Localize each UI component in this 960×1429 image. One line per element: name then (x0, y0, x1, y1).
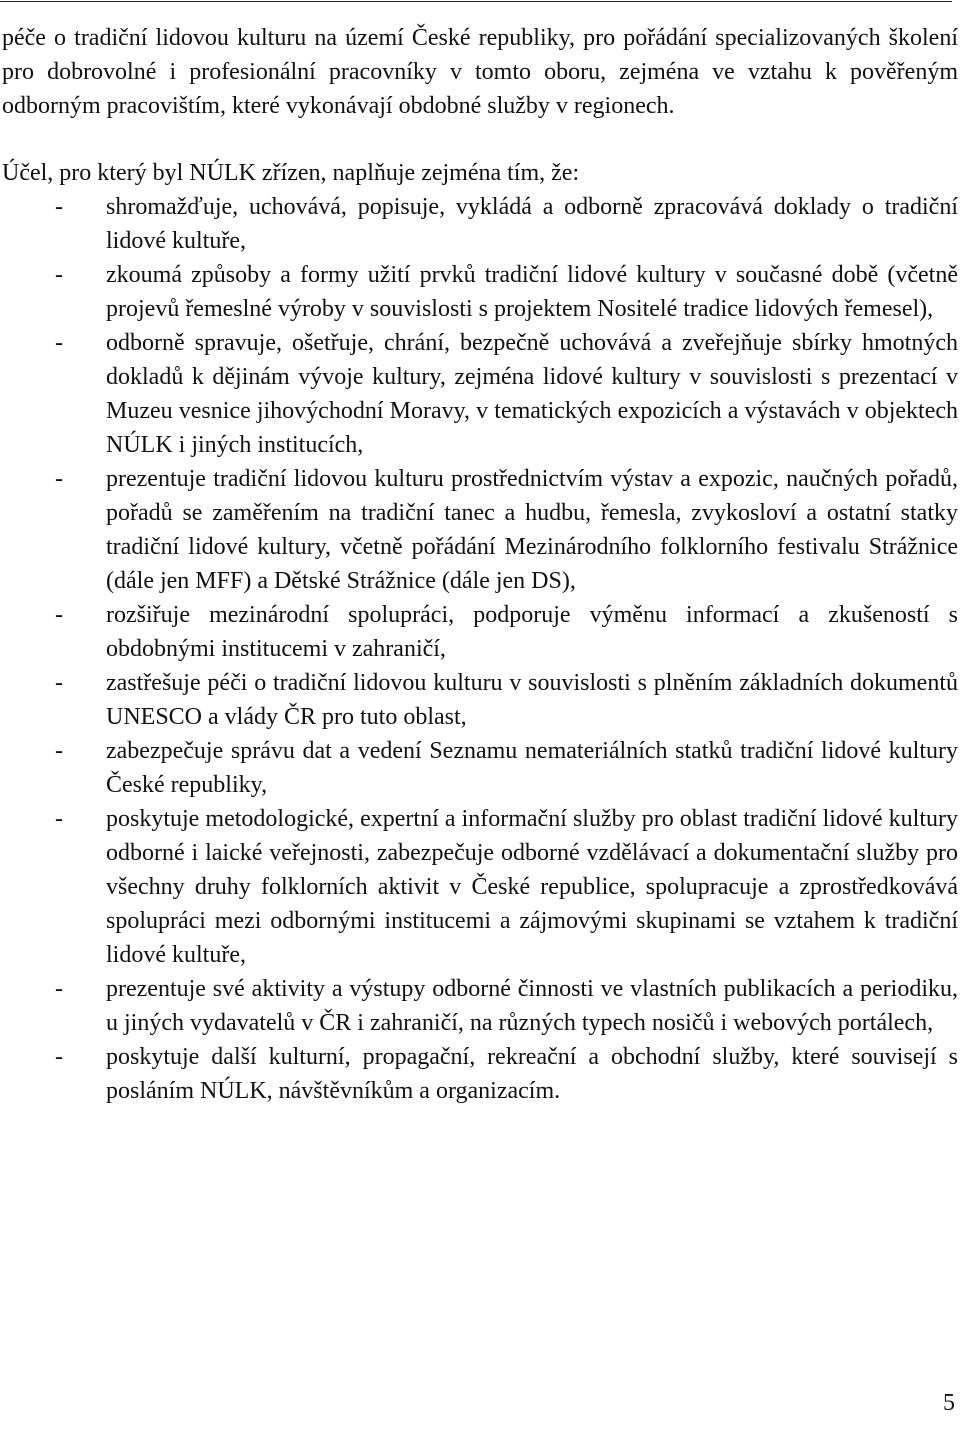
list-item-text: shromažďuje, uchovává, popisuje, vykládá a odborně zpracovává doklady o tradiční lidové kultuře, (106, 194, 958, 254)
top-rule (0, 1, 952, 2)
intro-paragraph: péče o tradiční lidovou kulturu na území České republiky, pro pořádání specializovaných školení pro dobrovolné i profesionální pracovníky v tomto oboru, zejména ve vztahu k pověřeným odborným pracovištím, které vykonávají obdobné služby v regionech. (2, 25, 958, 119)
list-item (2, 326, 958, 462)
list-item-text: prezentuje své aktivity a výstupy odborné činnosti ve vlastních publikacích a periodiku, u jiných vydavatelů v ČR i zahraničí, na různých typech nosičů i webových portálech, (106, 976, 958, 1036)
purpose-lead: Účel, pro který byl NÚLK zřízen, naplňuje zejména tím, že: (2, 160, 580, 186)
list-item-text: rozšiřuje mezinárodní spolupráci, podporuje výměnu informací a zkušeností s obdobnými institucemi v zahraničí, (106, 602, 958, 662)
list-item (2, 734, 958, 802)
bullet-dash: - (55, 976, 63, 1002)
list-item (2, 802, 958, 972)
bullet-dash: - (55, 806, 63, 832)
list-item (2, 258, 958, 326)
list-item (2, 190, 958, 258)
bullet-dash: - (55, 738, 63, 764)
list-item-text: zabezpečuje správu dat a vedení Seznamu nemateriálních statků tradiční lidové kultury České republiky, (106, 738, 958, 798)
list-item (2, 598, 958, 666)
list-item-text: odborně spravuje, ošetřuje, chrání, bezpečně uchovává a zveřejňuje sbírky hmotných dokladů k dějinám vývoje kultury, zejména lidové kultury v souvislosti s prezentací v Muzeu vesnice jihovýchodní Moravy, v tematických expozicích a výstavách v objektech NÚLK i jiných institucích, (106, 330, 958, 458)
bullet-dash: - (55, 330, 63, 356)
list-item-text: prezentuje tradiční lidovou kulturu prostřednictvím výstav a expozic, naučných pořadů, pořadů se zaměřením na tradiční tanec a hudbu, řemesla, zvykosloví a ostatní statky tradiční lidové kultury, včetně pořádání Mezinárodního folklorního festivalu Strážnice (dále jen MFF) a Dětské Strážnice (dále jen DS), (106, 466, 958, 594)
document-page (2, 21, 958, 1108)
list-item-text: poskytuje další kulturní, propagační, rekreační a obchodní služby, které souvisejí s posláním NÚLK, návštěvníkům a organizacím. (106, 1044, 958, 1104)
page-number: 5 (943, 1390, 955, 1416)
bullet-dash: - (55, 602, 63, 628)
list-item (2, 972, 958, 1040)
bullet-dash: - (55, 670, 63, 696)
list-item (2, 666, 958, 734)
bullet-dash: - (55, 194, 63, 220)
list-item-text: zastřešuje péči o tradiční lidovou kulturu v souvislosti s plněním základních dokumentů UNESCO a vlády ČR pro tuto oblast, (106, 670, 958, 730)
bullet-dash: - (55, 1044, 63, 1070)
list-item-text: zkoumá způsoby a formy užití prvků tradiční lidové kultury v současné době (včetně projevů řemeslné výroby v souvislosti s projektem Nositelé tradice lidových řemesel), (106, 262, 958, 322)
bullet-dash: - (55, 262, 63, 288)
bullet-dash: - (55, 466, 63, 492)
purpose-list (2, 190, 958, 1108)
list-item (2, 462, 958, 598)
list-item (2, 1040, 958, 1108)
list-item-text: poskytuje metodologické, expertní a informační služby pro oblast tradiční lidové kultury odborné i laické veřejnosti, zabezpečuje odborné vzdělávací a dokumentační služby pro všechny druhy folklorních aktivit v České republice, spolupracuje a zprostředkovává spolupráci mezi odbornými institucemi a zájmovými skupinami se vztahem k tradiční lidové kultuře, (106, 806, 958, 968)
